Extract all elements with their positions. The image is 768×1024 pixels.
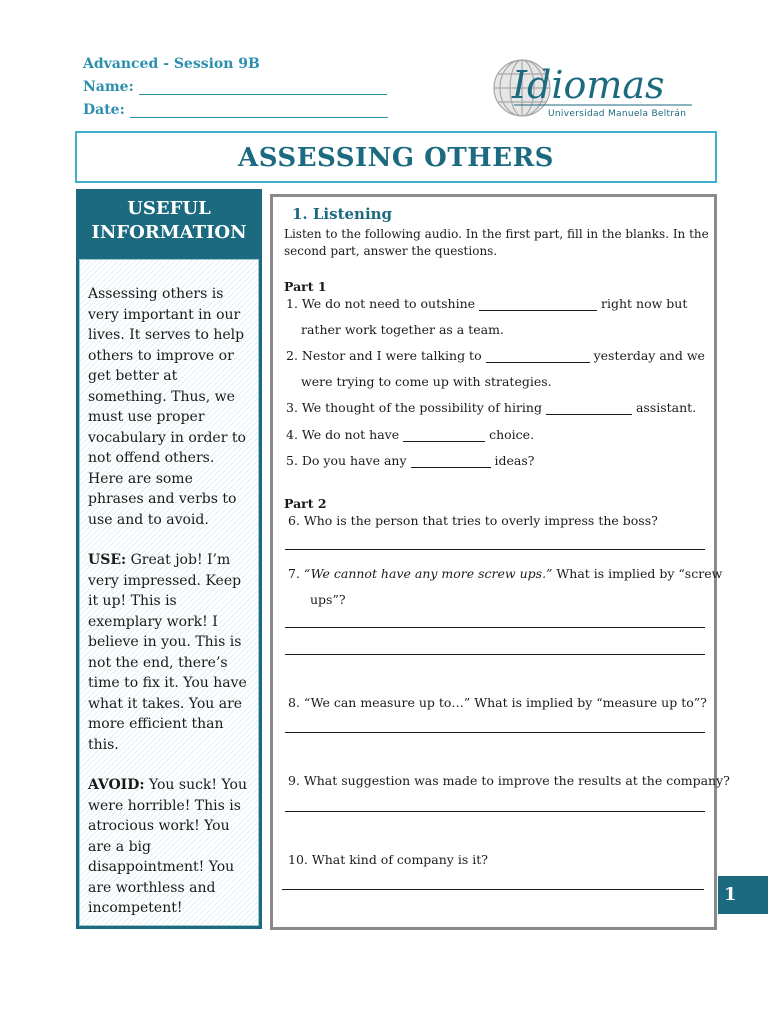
logo-brand: Idiomas [512, 63, 665, 107]
question-7: 7. “We cannot have any more screw ups.” What is implied by “screw [288, 566, 723, 581]
blank-5[interactable] [411, 466, 491, 468]
answer-line-6[interactable] [285, 549, 705, 550]
question-10: 10. What kind of company is it? [288, 852, 488, 867]
question-1: 1. We do not need to outshine right now but [286, 296, 688, 311]
page-number: 1 [718, 876, 768, 914]
question-8: 8. “We can measure up to…” What is implied by “measure up to”? [288, 695, 707, 710]
date-line[interactable] [130, 117, 388, 118]
answer-line-7a[interactable] [285, 627, 705, 628]
question-7-cont: ups”? [310, 592, 346, 607]
globe-icon [492, 58, 692, 122]
answer-line-9[interactable] [285, 811, 705, 812]
sidebar-body [79, 259, 259, 926]
course-label: Advanced - Session 9B [83, 56, 260, 72]
blank-4[interactable] [403, 440, 485, 442]
instructions-line1: Listen to the following audio. In the first part, fill in the blanks. In the [284, 227, 709, 241]
useful-information-panel [76, 189, 262, 929]
question-6: 6. Who is the person that tries to overly impress the boss? [288, 513, 658, 528]
part1-label: Part 1 [284, 279, 327, 294]
sidebar-intro: Assessing others is very important in our lives. It serves to help others to improve or get better at something. Thus, we must use proper vocabulary in order to not offend others. Here are some phrases and verbs to use and to avoid. [88, 286, 246, 528]
exercise-panel [270, 194, 730, 930]
title-box [75, 131, 717, 183]
answer-line-10[interactable] [282, 889, 704, 890]
sidebar-avoid: AVOID: You suck! You were horrible! This is atrocious work! You are a big disappointment! You are worthless and incompetent! [88, 777, 247, 916]
question-2-cont: were trying to come up with strategies. [301, 374, 552, 389]
section-heading: 1. Listening [292, 205, 393, 223]
logo-institution: Universidad Manuela Beltrán [548, 109, 687, 119]
question-9: 9. What suggestion was made to improve the results at the company? [288, 773, 730, 788]
instructions-line2: second part, answer the questions. [284, 244, 498, 258]
name-line[interactable] [139, 94, 387, 95]
blank-2[interactable] [486, 361, 590, 363]
answer-line-8[interactable] [285, 732, 705, 733]
idiomas-logo [492, 58, 692, 122]
blank-1[interactable] [479, 309, 597, 311]
date-field[interactable]: Date: [83, 102, 388, 118]
sidebar-heading: USEFUL INFORMATION [91, 198, 247, 243]
page-title: ASSESSING OTHERS [238, 143, 554, 173]
part2-label: Part 2 [284, 496, 327, 511]
name-field[interactable]: Name: [83, 79, 387, 95]
question-4: 4. We do not have choice. [286, 427, 535, 442]
question-2: 2. Nestor and I were talking to yesterday and we [286, 348, 705, 363]
question-5: 5. Do you have any ideas? [286, 453, 535, 468]
question-1-cont: rather work together as a team. [301, 322, 504, 337]
blank-3[interactable] [546, 413, 632, 415]
answer-line-7b[interactable] [285, 654, 705, 655]
question-3: 3. We thought of the possibility of hiring assistant. [286, 400, 697, 415]
sidebar-use: USE: Great job! I’m very impressed. Keep it up! This is exemplary work! I believe in you. This is not the end, there’s time to fix it. You have what it takes. You are more efficient than this. [88, 552, 247, 753]
